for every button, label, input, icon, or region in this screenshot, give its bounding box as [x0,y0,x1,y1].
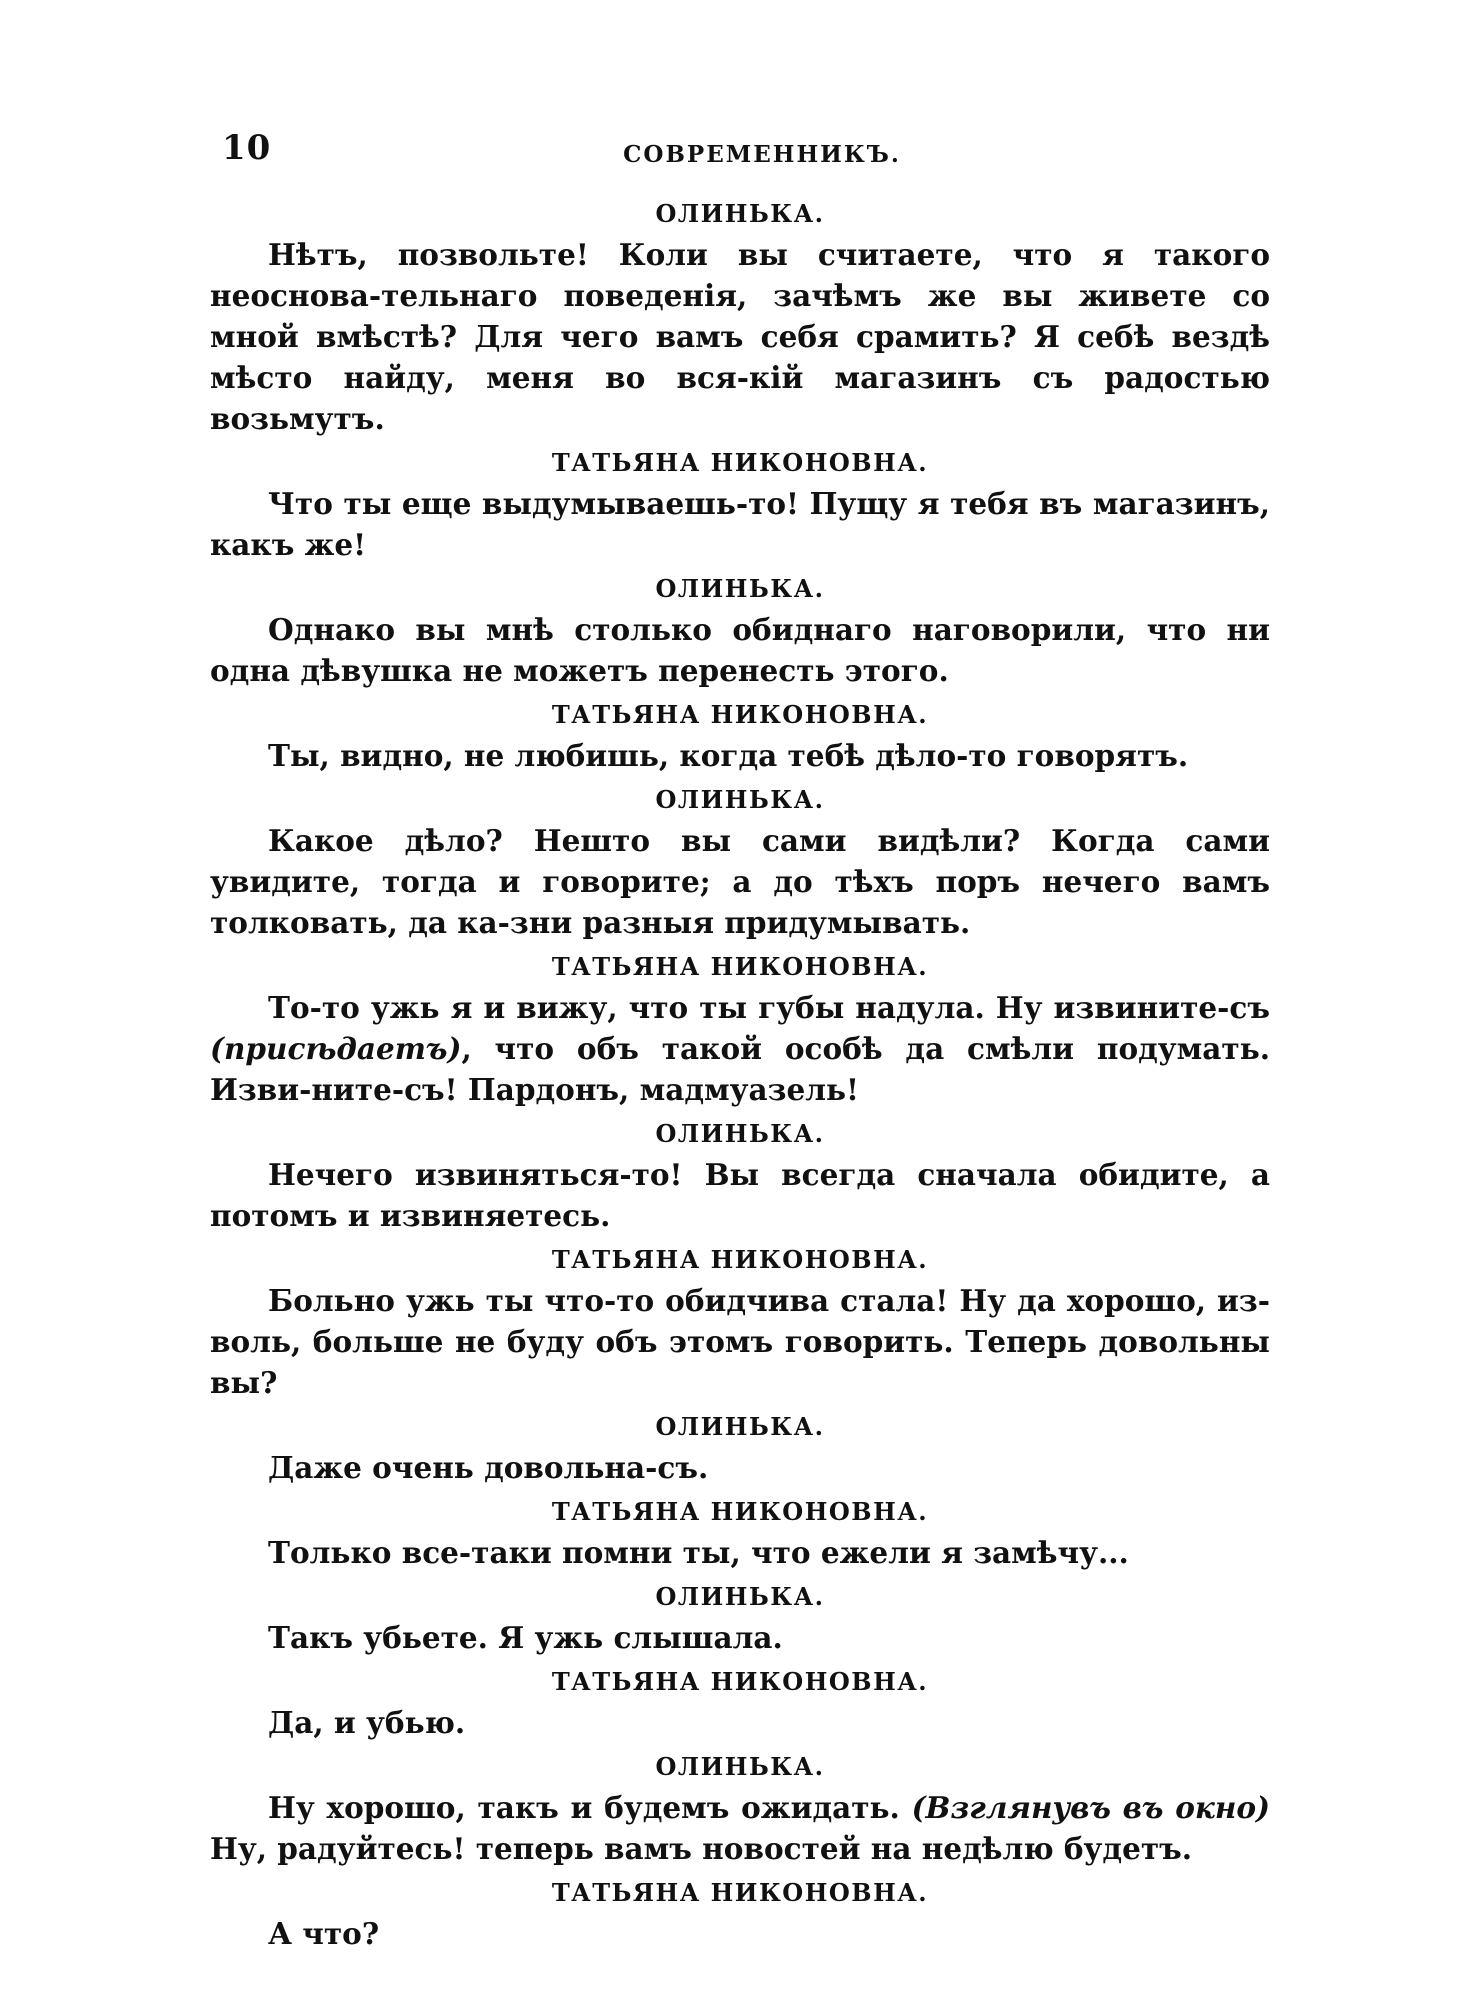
speech-line: Однако вы мнѣ столько обиднаго наговорили, что ни одна дѣвушка не можетъ перенесть этого. [210,612,1270,688]
speaker-name: ТАТЬЯНА НИКОНОВНА. [551,952,929,981]
speaker-name: ОЛИНЬКА. [655,785,825,814]
stage-direction: (присѣдаетъ) [210,1031,462,1066]
speaker-name: ОЛИНЬКА. [655,1752,825,1781]
running-title: СОВРЕМЕННИКЪ. [623,141,901,168]
speech-text: Ну хорошо, такъ и будемъ ожидать. [268,1790,912,1825]
stage-direction: (Взглянувъ въ окно) [911,1790,1270,1825]
speech-line [210,987,1270,1110]
speaker-name: ТАТЬЯНА НИКОНОВНА. [551,448,929,477]
speech-text: , что объ такой особѣ да смѣли подумать. Изви-ните-съ! Пардонъ, мадмуазель! [210,1031,1270,1107]
speech-line: А что? [268,1916,380,1951]
speaker-name: ОЛИНЬКА. [655,1582,825,1611]
speech-line: Даже очень довольна-съ. [268,1450,709,1485]
speaker-name: ОЛИНЬКА. [655,1119,825,1148]
speech-line: Такъ убьете. Я ужь слышала. [268,1620,783,1655]
speaker-name: ТАТЬЯНА НИКОНОВНА. [551,1245,929,1274]
speech-line: Только все-таки помни ты, что ежели я замѣчу... [268,1535,1129,1570]
speaker-name: ОЛИНЬКА. [655,574,825,603]
speech-line: Да, и убью. [268,1705,466,1740]
page-number: 10 [222,128,272,168]
play-text [210,190,1270,1954]
speech-line: Нѣтъ, позвольте! Коли вы считаете, что я такого неоснова-тельнаго поведенія, зачѣмъ же вы живете со мной вмѣстѣ? Для чего вамъ себя срамить? Я себѣ вездѣ мѣсто найду, меня во вся-кій магазинъ съ радостью возьмутъ. [210,237,1270,436]
speaker-name: ТАТЬЯНА НИКОНОВНА. [551,1878,929,1907]
speech-text: То-то ужь я и вижу, что ты губы надула. Ну извините-съ [268,990,1270,1025]
speech-text: Ну, радуйтесь! теперь вамъ новостей на недѣлю будетъ. [210,1831,1193,1866]
speaker-name: ТАТЬЯНА НИКОНОВНА. [551,1667,929,1696]
speaker-name: ОЛИНЬКА. [655,199,825,228]
speaker-name: ТАТЬЯНА НИКОНОВНА. [551,1497,929,1526]
speech-line: Нечего извиняться-то! Вы всегда сначала обидите, а потомъ и извиняетесь. [210,1157,1270,1233]
speech-line: Ты, видно, не любишь, когда тебѣ дѣло-то говорятъ. [268,738,1189,773]
speaker-name: ОЛИНЬКА. [655,1412,825,1441]
speech-line: Что ты еще выдумываешь-то! Пущу я тебя въ магазинъ, какъ же! [210,486,1270,562]
speech-line [210,1787,1270,1869]
speaker-name: ТАТЬЯНА НИКОНОВНА. [551,700,929,729]
speech-line: Какое дѣло? Нешто вы сами видѣли? Когда сами увидите, тогда и говорите; а до тѣхъ поръ нечего вамъ толковать, да ка-зни разныя придумывать. [210,823,1270,940]
speech-line: Больно ужь ты что-то обидчива стала! Ну да хорошо, из-воль, больше не буду объ этомъ говорить. Теперь довольны вы? [210,1283,1270,1400]
